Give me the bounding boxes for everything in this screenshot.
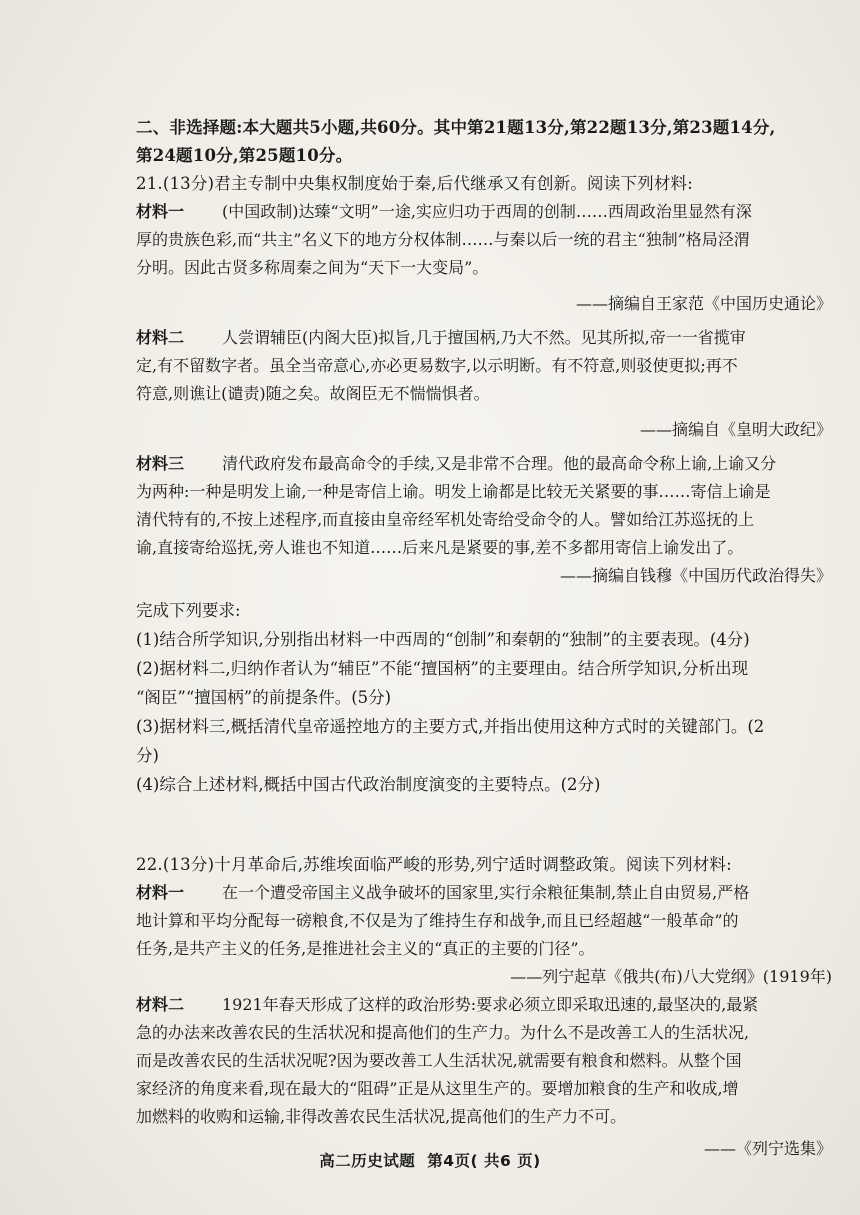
q21-material-1-label: 材料一 <box>136 202 185 221</box>
q21-material-3-line3: 清代特有的,不按上述程序,而直接由皇帝经军机处寄给受命令的人。譬如给江苏巡抚的上 <box>136 510 755 529</box>
page-content <box>136 114 832 1169</box>
answer-space <box>136 799 832 851</box>
q21-material-2-label: 材料二 <box>136 328 185 347</box>
q21-material-2-text1: 人尝谓辅臣(内阁大臣)拟旨,几于擅国柄,乃大不然。见其所拟,帝一一省揽审 <box>222 328 746 347</box>
q22-material-1-text1: 在一个遭受帝国主义战争破坏的国家里,实行余粮征集制,禁止自由贸易,严格 <box>222 883 750 902</box>
q21-material-3-source: ——摘编自钱穆《中国历代政治得失》 <box>559 566 832 585</box>
q21-material-1-line3: 分明。因此古贤多称周秦之间为“天下一大变局”。 <box>136 258 489 277</box>
q22-material-1-line1 <box>136 879 832 907</box>
q21-material-1-line2: 厚的贵族色彩,而“共主”名义下的地方分权体制……与秦以后一统的君主“独制”格局泾渭 <box>136 230 750 249</box>
q22-material-2-line2: 急的办法来改善农民的生活状况和提高他们的生产力。为什么不是改善工人的生活状况, <box>136 1023 750 1042</box>
q21-material-3-label: 材料三 <box>136 454 185 473</box>
q21-material-2-line2: 定,有不留数字者。虽全当帝意心,亦必更易数字,以示明断。有不符意,则驳使更拟;再不 <box>136 356 738 375</box>
q22-material-1-source: ——列宁起草《俄共(布)八大党纲》(1919年) <box>510 967 832 986</box>
q21-question-1: (1)结合所学知识,分别指出材料一中西周的“创制”和秦朝的“独制”的主要表现。(4分) <box>136 630 750 649</box>
q21-material-1-line1 <box>136 198 832 226</box>
q22-material-2-label: 材料二 <box>136 995 185 1014</box>
q22-stem: 22.(13分)十月革命后,苏维埃面临严峻的形势,列宁适时调整政策。阅读下列材料: <box>136 855 732 874</box>
q22-material-2-line5: 加燃料的收购和运输,非得改善农民生活状况,提高他们的生产力不可。 <box>136 1107 627 1126</box>
q21-question-2-line2: “阁臣”“擅国柄”的前提条件。(5分) <box>136 688 392 707</box>
q21-instruction: 完成下列要求: <box>136 601 241 620</box>
q22-material-2-source: ——《列宁选集》 <box>703 1139 832 1158</box>
q21-material-3-line4: 谕,直接寄给巡抚,旁人谁也不知道……后来凡是紧要的事,差不多都用寄信上谕发出了。 <box>136 538 744 557</box>
q21-material-2-line3: 符意,则谯让(谴责)随之矣。故阁臣无不惴惴惧者。 <box>136 384 490 403</box>
q21-material-2-source: ——摘编自《皇明大政纪》 <box>639 420 832 439</box>
q22-material-2-line4: 家经济的角度来看,现在最大的“阻碍”正是从这里生产的。要增加粮食的生产和收成,增 <box>136 1079 739 1098</box>
q22-material-1-label: 材料一 <box>136 883 185 902</box>
q22-material-2-text1: 1921年春天形成了这样的政治形势:要求必须立即采取迅速的,最坚决的,最紧 <box>222 995 759 1014</box>
q21-material-3-text1: 清代政府发布最高命令的手续,又是非常不合理。他的最高命令称上谕,上谕又分 <box>222 454 777 473</box>
q22-material-2-line1 <box>136 991 832 1019</box>
q22-material-2-line3: 而是改善农民的生活状况呢?因为要改善工人生活状况,就需要有粮食和燃料。从整个国 <box>136 1051 742 1070</box>
footer-title: 高二历史试题 <box>319 1152 416 1170</box>
q21-material-1-text1: (中国政制)达臻“文明”一途,实应归功于西周的创制……西周政治里显然有深 <box>222 202 752 221</box>
q21-question-2-line1: (2)据材料二,归纳作者认为“辅臣”不能“擅国柄”的主要理由。结合所学知识,分析出现 <box>136 659 749 678</box>
q21-material-2-line1 <box>136 324 832 352</box>
q21-material-3-line2: 为两种:一种是明发上谕,一种是寄信上谕。明发上谕都是比较无关紧要的事……寄信上谕是 <box>136 482 771 501</box>
section-header-line1: 二、非选择题:本大题共5小题,共60分。其中第21题13分,第22题13分,第23题14分, <box>136 118 776 137</box>
q22-material-1-line2: 地计算和平均分配每一磅粮食,不仅是为了维持生存和战争,而且已经超越“一般革命”的 <box>136 911 739 930</box>
q21-question-3-line2: 分) <box>136 746 159 765</box>
q21-material-1-source: ——摘编自王家范《中国历史通论》 <box>575 294 832 313</box>
q21-question-3-line1: (3)据材料三,概括清代皇帝遥控地方的主要方式,并指出使用这种方式时的关键部门。(2 <box>136 717 765 736</box>
q21-stem: 21.(13分)君主专制中央集权制度始于秦,后代继承又有创新。阅读下列材料: <box>136 174 694 193</box>
section-header-line2: 第24题10分,第25题10分。 <box>136 146 353 165</box>
q21-question-4: (4)综合上述材料,概括中国古代政治制度演变的主要特点。(2分) <box>136 775 601 794</box>
q21-material-3-line1 <box>136 450 832 478</box>
q22-material-1-line3: 任务,是共产主义的任务,是推进社会主义的“真正的主要的门径”。 <box>136 939 595 958</box>
page-footer <box>0 1149 860 1171</box>
footer-page-number: 第4页( 共6 页) <box>427 1152 541 1170</box>
